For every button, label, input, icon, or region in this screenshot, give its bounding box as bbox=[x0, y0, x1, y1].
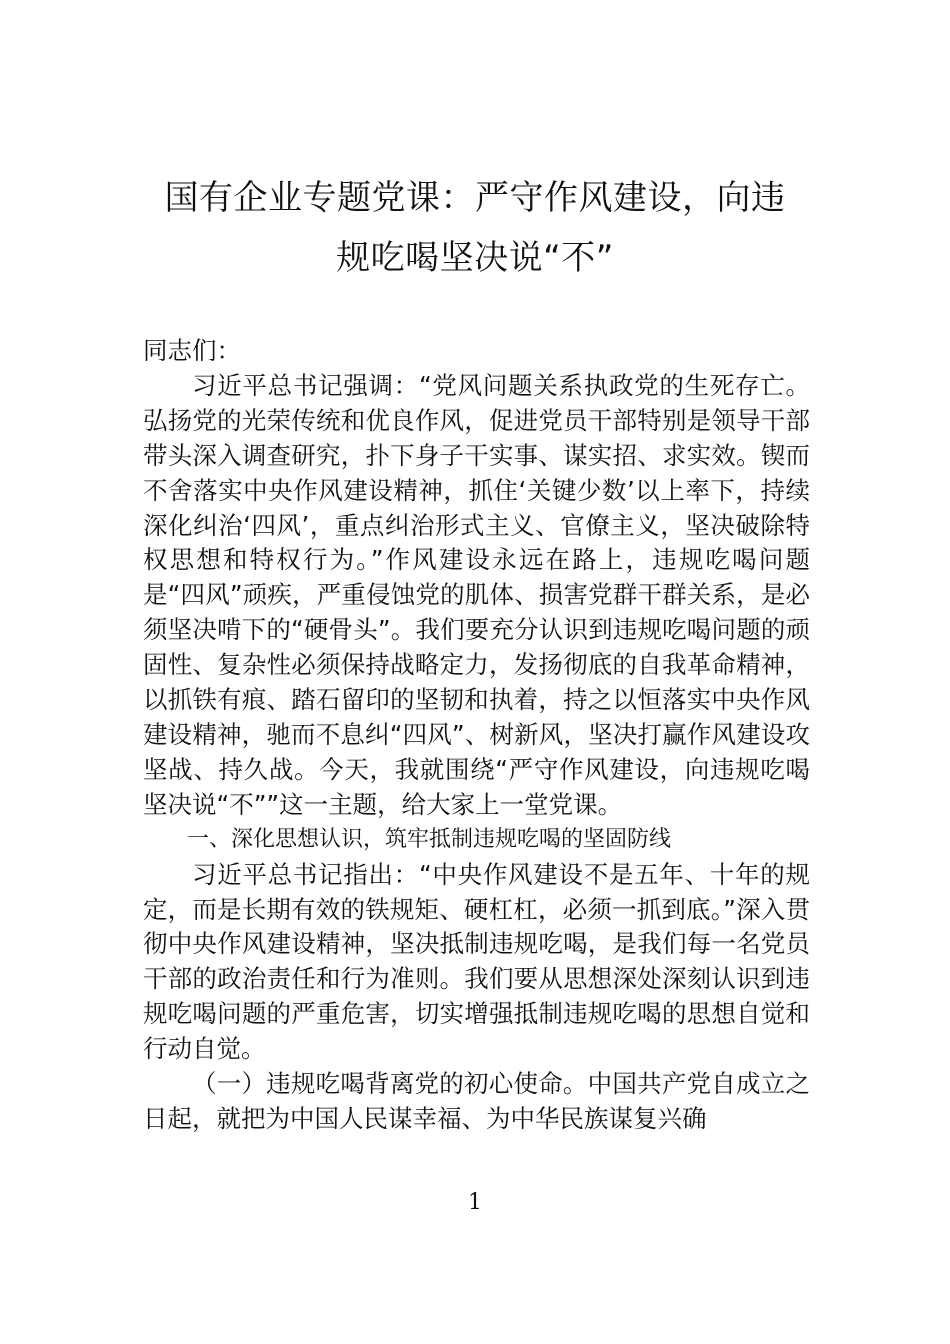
document-title bbox=[140, 168, 810, 288]
salutation: 同志们： bbox=[143, 336, 241, 365]
title-line-2: 规吃喝坚决说“不” bbox=[336, 238, 614, 278]
section-heading-1: 一、深化思想认识，筑牢抵制违规吃喝的坚固防线 bbox=[187, 826, 672, 852]
paragraph-intro: 习近平总书记强调：“党风问题关系执政党的生死存亡。弘扬党的光荣传统和优良作风，促进党员干部特别是领导干部带头深入调查研究，扑下身子干实事、谋实招、求实效。锲而不舍落实中央作风建设精神，抓住‘关键少数’以上率下，持续深化纠治‘四风’，重点纠治形式主义、官僚主义，坚决破除特权思想和特权行为。”作风建设永远在路上，违规吃喝问题是“四风”顽疾，严重侵蚀党的肌体、损害党群干群关系，是必须坚决啃下的“硬骨头”。我们要充分认识到违规吃喝问题的顽固性、复杂性必须保持战略定力，发扬彻底的自我革命精神，以抓铁有痕、踏石留印的坚韧和执着，持之以恒落实中央作风建设精神，驰而不息纠“四风”、树新风，坚决打赢作风建设攻坚战、持久战。今天，我就围绕“严守作风建设，向违规吃喝坚决说“不””这一主题，给大家上一堂党课。 bbox=[143, 370, 810, 819]
document-body bbox=[143, 334, 810, 1137]
title-line-1: 国有企业专题党课：严守作风建设，向违 bbox=[164, 178, 786, 218]
paragraph-section-1: 习近平总书记指出：“中央作风建设不是五年、十年的规定，而是长期有效的铁规矩、硬杠杠，必须一抓到底。”深入贯彻中央作风建设精神，坚决抵制违规吃喝，是我们每一名党员干部的政治责任和行为准则。我们要从思想深处深刻认识到违规吃喝问题的严重危害，切实增强抵制违规吃喝的思想自觉和行动自觉。 bbox=[143, 859, 810, 1064]
paragraph-subsection-1: （一）违规吃喝背离党的初心使命。中国共产党自成立之日起，就把为中国人民谋幸福、为中华民族谋复兴确 bbox=[143, 1069, 810, 1133]
page-number: 1 bbox=[468, 1190, 482, 1215]
